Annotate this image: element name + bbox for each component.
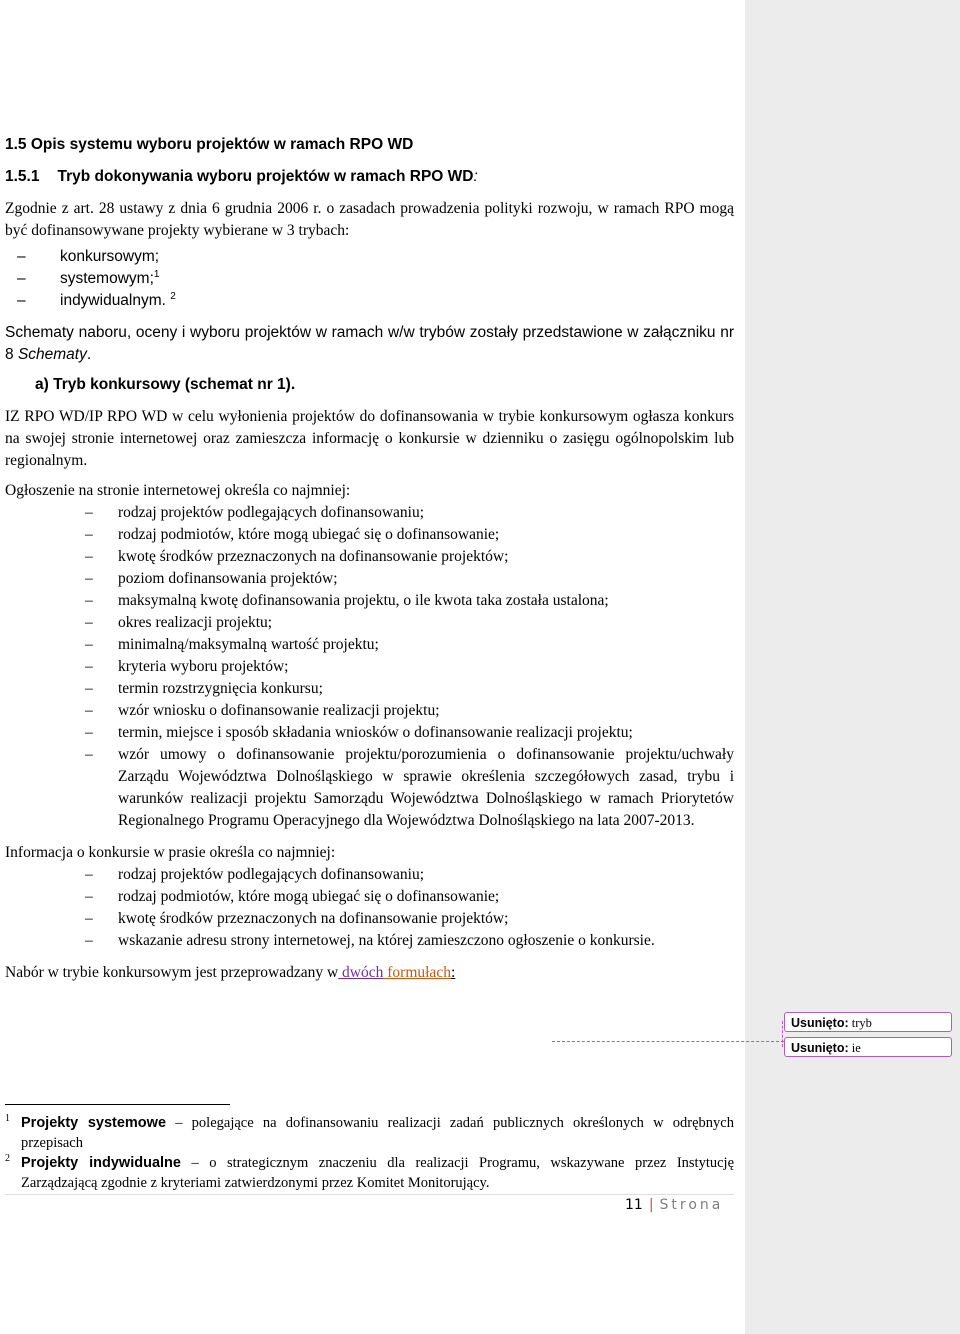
footnote-term: Projekty systemowe [21, 1115, 167, 1131]
dash-bullet-icon: – [17, 248, 26, 265]
heading-colon: : [473, 168, 478, 185]
final-colon: : [450, 964, 456, 981]
footer-divider [5, 1194, 734, 1195]
page-number: 11 [625, 1197, 643, 1213]
list-item-text: termin rozstrzygnięcia konkursu; [118, 680, 323, 697]
list-item [5, 290, 734, 312]
list-item [5, 590, 734, 612]
competition-paragraph: IZ RPO WD/IP RPO WD w celu wyłonienia projektów do dofinansowania w trybie konkursowym ogłasza konkurs na swojej stronie internetowej oraz zamieszcza informację o konkursie w dzienniku o zasięgu ogólnopolskim lub regionalnym. [5, 408, 734, 469]
schemes-end: . [86, 346, 92, 363]
dash-bullet-icon: – [85, 932, 93, 949]
modes-list [5, 246, 734, 312]
footnotes [5, 1113, 734, 1193]
comment-leader-line [552, 1041, 784, 1042]
list-item-text: rodzaj projektów podlegających dofinansowaniu; [118, 504, 425, 521]
list-item-text: wzór umowy o dofinansowanie projektu/porozumienia o dofinansowanie projektu/uchwały Zarządu Województwa Dolnośląskiego w sprawie określenia szczegółowych zasad, trybu i warunków realizacji projektu Samorządu Województwa Dolnośląskiego w ramach Priorytetów Regionalnego Programu Operacyjnego dla Województwa Dolnośląskiego na lata 2007-2013. [118, 746, 734, 829]
dash-bullet-icon: – [17, 270, 26, 287]
mode-text: systemowym; [60, 270, 154, 287]
dash-bullet-icon: – [85, 526, 93, 543]
heading-text: Tryb dokonywania wyboru projektów w ramach RPO WD [57, 168, 474, 185]
subheading-competitive-mode: a) Tryb konkursowy (schemat nr 1). [35, 376, 296, 393]
dash-bullet-icon: – [85, 614, 93, 631]
dash-bullet-icon: – [85, 866, 93, 883]
list-item [5, 268, 734, 290]
page-number-footer [625, 1197, 723, 1213]
list-item [5, 678, 734, 700]
list-item [5, 568, 734, 590]
list-item [5, 700, 734, 722]
dash-bullet-icon: – [85, 548, 93, 565]
footnote-separator [5, 1104, 230, 1105]
dash-bullet-icon: – [85, 592, 93, 609]
online-intro: Ogłoszenie na stronie internetowej określa co najmniej: [5, 482, 351, 499]
list-item-text: rodzaj projektów podlegających dofinansowaniu; [118, 866, 425, 883]
intro-paragraph: Zgodnie z art. 28 ustawy z dnia 6 grudnia 2006 r. o zasadach prowadzenia polityki rozwoju, w ramach RPO mogą być dofinansowywane projekty wybierane w 3 trybach: [5, 200, 734, 239]
list-item-text: okres realizacji projektu; [118, 614, 273, 631]
dash-bullet-icon: – [85, 702, 93, 719]
list-item-text: poziom dofinansowania projektów; [118, 570, 338, 587]
dash-bullet-icon: – [85, 570, 93, 587]
page-separator: | [648, 1197, 654, 1213]
list-item [5, 930, 734, 952]
heading-1-5: 1.5 Opis systemu wyboru projektów w ramach RPO WD [5, 136, 414, 153]
footnote-ref[interactable]: 1 [153, 269, 160, 280]
footnote-text: – polegające na dofinansowaniu realizacji zadań publicznych określonych w odrębnych przepisach [21, 1115, 734, 1151]
footnote-number: 1 [5, 1113, 10, 1124]
footnote-text: – o strategicznym znaczeniu dla realizacji Programu, wskazywane przez Instytucję Zarządzającą zgodnie z kryteriami zatwierdzonymi przez Komitet Monitorujący. [21, 1155, 735, 1191]
mode-text: indywidualnym. [60, 292, 166, 309]
press-requirements-list [5, 864, 734, 952]
footnote-number: 2 [5, 1153, 10, 1164]
final-paragraph [5, 962, 734, 984]
heading-number: 1.5.1 [5, 168, 40, 185]
schemes-paragraph [5, 322, 734, 366]
list-item [5, 612, 734, 634]
dash-bullet-icon: – [85, 636, 93, 653]
list-item [5, 886, 734, 908]
deletion-balloon[interactable] [784, 1012, 952, 1032]
list-item-text: kryteria wyboru projektów; [118, 658, 289, 675]
list-item-text: minimalną/maksymalną wartość projektu; [118, 636, 379, 653]
list-item-text: kwotę środków przeznaczonych na dofinansowanie projektów; [118, 910, 509, 927]
schemes-italic: Schematy [17, 346, 87, 363]
list-item [5, 722, 734, 744]
final-text: Nabór w trybie konkursowym jest przeprowadzany w [5, 964, 339, 981]
document-body [5, 120, 734, 984]
balloon-value: tryb [851, 1016, 872, 1030]
dash-bullet-icon: – [85, 504, 93, 521]
list-item [5, 908, 734, 930]
mode-text: konkursowym; [60, 248, 160, 265]
list-item [5, 744, 734, 832]
dash-bullet-icon: – [85, 888, 93, 905]
dash-bullet-icon: – [85, 910, 93, 927]
footnote-1 [5, 1113, 734, 1153]
balloon-label: Usunięto: [791, 1016, 849, 1030]
schemes-text: Schematy naboru, oceny i wyboru projektów w ramach w/w trybów zostały przedstawione w załączniku nr 8 [5, 324, 734, 363]
dash-bullet-icon: – [85, 680, 93, 697]
page-label: Strona [659, 1197, 724, 1213]
list-item-text: rodzaj podmiotów, które mogą ubiegać się o dofinansowanie; [118, 526, 500, 543]
footnote-2 [5, 1153, 734, 1193]
deletion-balloon[interactable] [784, 1037, 952, 1057]
list-item [5, 546, 734, 568]
dash-bullet-icon: – [85, 724, 93, 741]
dash-bullet-icon: – [17, 292, 26, 309]
comment-margin-pane [745, 0, 960, 1334]
balloon-label: Usunięto: [791, 1041, 849, 1055]
footnote-ref[interactable]: 2 [170, 291, 176, 302]
list-item [5, 656, 734, 678]
heading-1-5-1 [5, 166, 734, 188]
list-item [5, 524, 734, 546]
online-requirements-list [5, 502, 734, 832]
list-item-text: maksymalną kwotę dofinansowania projektu, o ile kwota taka została ustalona; [118, 592, 609, 609]
dash-bullet-icon: – [85, 658, 93, 675]
dash-bullet-icon: – [85, 746, 93, 763]
list-item-text: termin, miejsce i sposób składania wniosków o dofinansowanie realizacji projektu; [118, 724, 633, 741]
tracked-insertion-dwoch[interactable]: dwóch [338, 964, 384, 981]
balloon-value: ie [851, 1041, 861, 1055]
list-item [5, 634, 734, 656]
list-item [5, 246, 734, 268]
press-intro: Informacja o konkursie w prasie określa co najmniej: [5, 844, 336, 861]
tracked-insertion-formulach[interactable]: formułach [383, 964, 451, 981]
list-item [5, 502, 734, 524]
list-item-text: wskazanie adresu strony internetowej, na której zamieszczono ogłoszenie o konkursie. [118, 932, 655, 949]
list-item-text: wzór wniosku o dofinansowanie realizacji projektu; [118, 702, 440, 719]
list-item-text: rodzaj podmiotów, które mogą ubiegać się o dofinansowanie; [118, 888, 500, 905]
list-item-text: kwotę środków przeznaczonych na dofinansowanie projektów; [118, 548, 509, 565]
list-item [5, 864, 734, 886]
footnote-term: Projekty indywidualne [21, 1155, 181, 1171]
